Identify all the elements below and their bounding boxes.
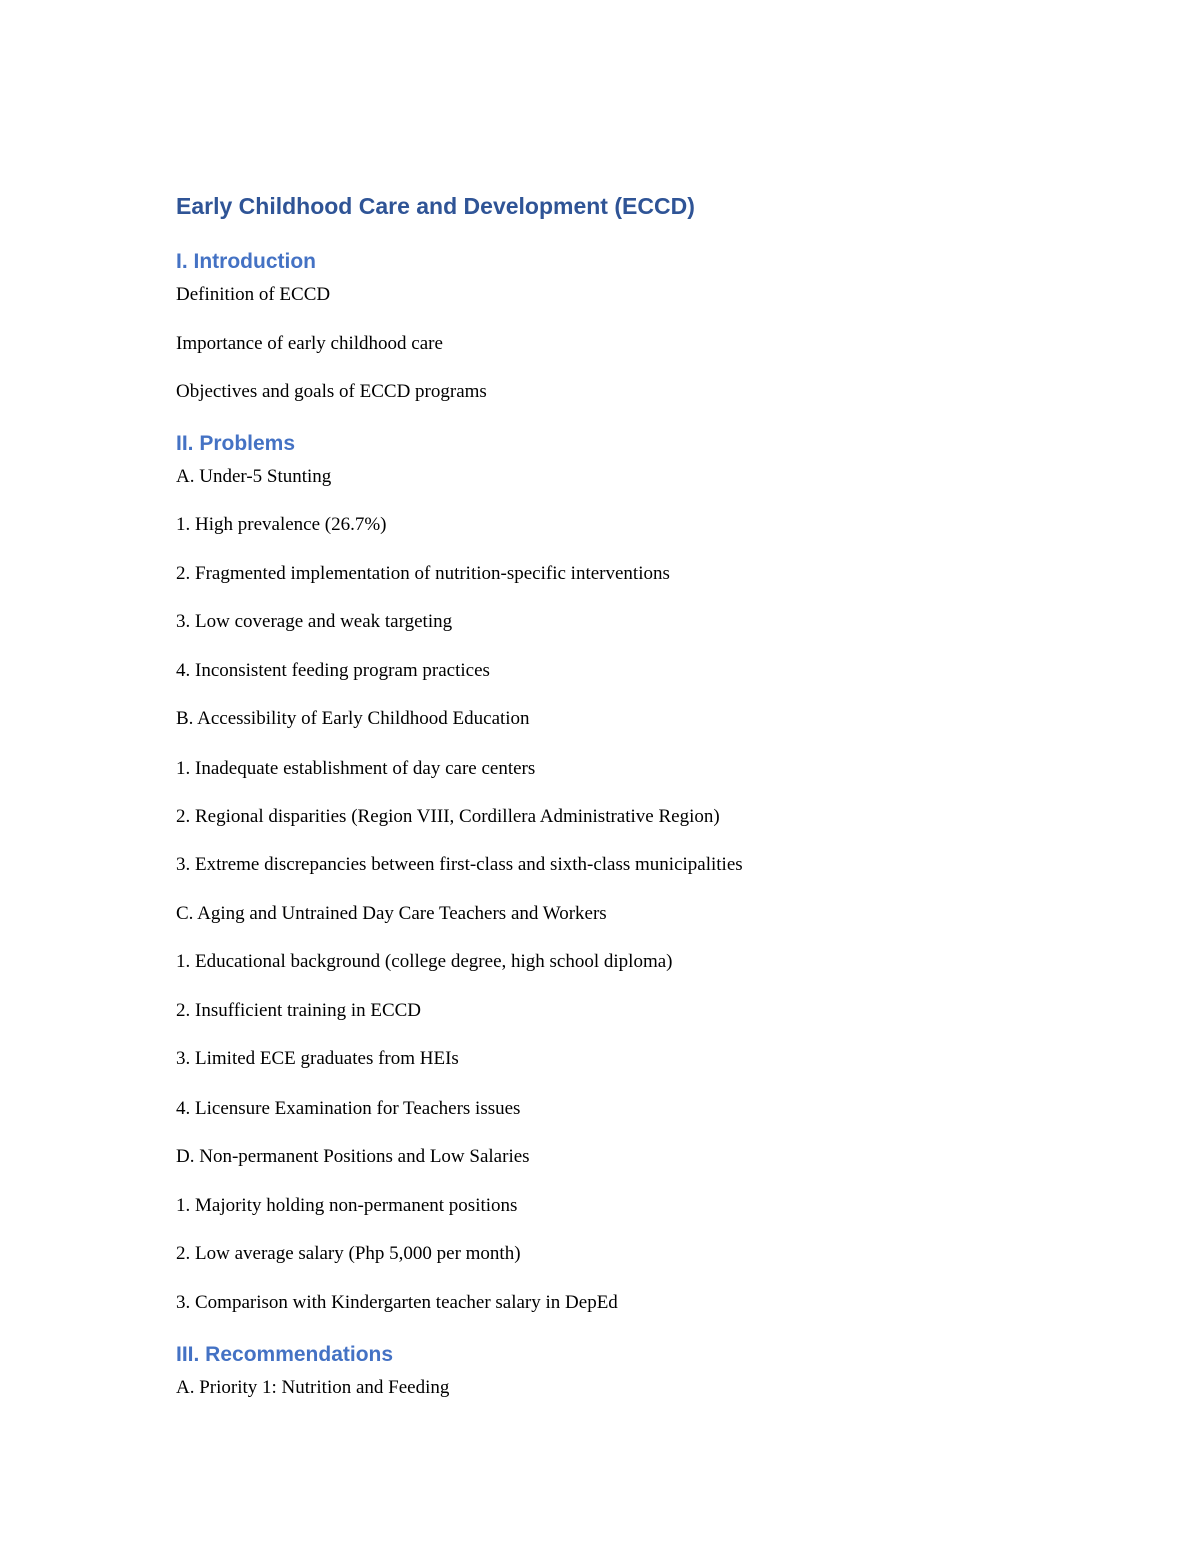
problem-item: 1. Educational background (college degree, high school diploma) [176, 951, 673, 972]
problem-item: 3. Low coverage and weak targeting [176, 611, 453, 632]
introduction-line: Importance of early childhood care [176, 333, 443, 354]
section-heading-introduction: I. Introduction [176, 250, 316, 273]
problem-item: 1. Majority holding non-permanent positions [176, 1195, 518, 1216]
introduction-line: Objectives and goals of ECCD programs [176, 381, 487, 402]
problem-item: D. Non-permanent Positions and Low Salaries [176, 1146, 530, 1167]
problem-item: 1. Inadequate establishment of day care centers [176, 758, 536, 779]
problem-item: 3. Comparison with Kindergarten teacher salary in DepEd [176, 1292, 618, 1313]
problem-item: 3. Extreme discrepancies between first-class and sixth-class municipalities [176, 854, 743, 875]
problem-item: 2. Low average salary (Php 5,000 per month) [176, 1243, 521, 1264]
problem-item: 1. High prevalence (26.7%) [176, 514, 387, 535]
problem-item: 2. Fragmented implementation of nutrition-specific interventions [176, 563, 670, 584]
introduction-line: Definition of ECCD [176, 284, 331, 305]
problem-item: 2. Regional disparities (Region VIII, Cordillera Administrative Region) [176, 806, 720, 827]
recommendation-item: A. Priority 1: Nutrition and Feeding [176, 1377, 450, 1398]
document-title: Early Childhood Care and Development (ECCD) [176, 193, 695, 219]
problem-item: 4. Inconsistent feeding program practices [176, 660, 490, 681]
problem-item: A. Under-5 Stunting [176, 466, 332, 487]
section-heading-recommendations: III. Recommendations [176, 1343, 394, 1366]
problem-item: 4. Licensure Examination for Teachers issues [176, 1098, 521, 1119]
section-heading-problems: II. Problems [176, 432, 296, 455]
problem-item: C. Aging and Untrained Day Care Teachers and Workers [176, 903, 607, 924]
problem-item: B. Accessibility of Early Childhood Education [176, 708, 530, 729]
problem-item: 3. Limited ECE graduates from HEIs [176, 1048, 459, 1069]
problem-item: 2. Insufficient training in ECCD [176, 1000, 422, 1021]
